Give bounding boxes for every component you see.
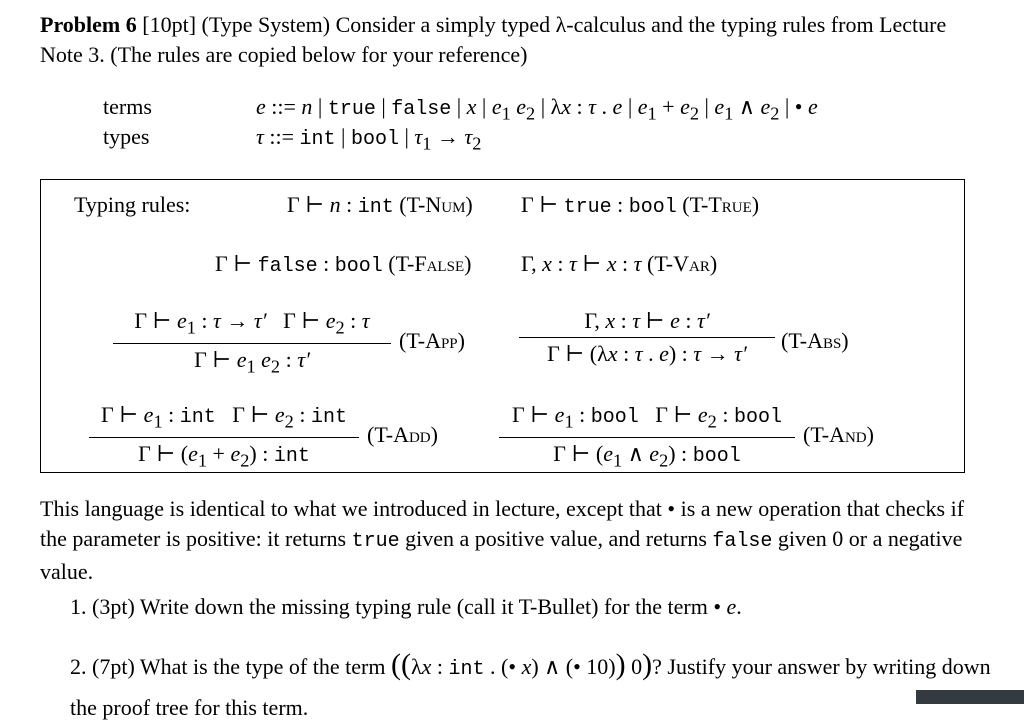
problem-label: Problem 6 (40, 12, 137, 37)
rule-t-and: Γ ⊢ $e_1$ : bool Γ ⊢ $e_2$ : bool Γ ⊢ ($e_1$ ∧ $e_2$) : bool (499, 402, 795, 474)
rule-t-app-label: (T-App) (399, 328, 465, 353)
rule-t-add: Γ ⊢ $e_1$ : int Γ ⊢ $e_2$ : int Γ ⊢ $(e_1 + e_2)$ : int (89, 402, 359, 474)
problem-intro: [10pt] (Type System) Consider a simply typed λ-calculus and the typing rules from Lecture Note 3. (The rules are copied below for your reference) (40, 12, 947, 67)
grammar-label-types: types (103, 124, 150, 149)
rule-t-and-label: (T-And) (803, 422, 874, 447)
grammar-types: τ ::= int | bool | $\tau_1 \to \tau_2$ (256, 124, 482, 154)
description-paragraph: This language is identical to what we introduced in lecture, except that • is a new operation that checks if the parameter is positive: it returns true given a positive value, and returns false given 0 or a negative value. (40, 496, 965, 584)
question-1: 1. (3pt) Write down the missing typing rule (call it T-Bullet) for the term • e. (70, 594, 742, 619)
rule-t-num: Γ ⊢ n : int (T-Num) (287, 192, 473, 219)
grammar-label-terms: terms (103, 94, 152, 119)
rule-t-true: Γ ⊢ true : bool (T-True) (521, 192, 760, 219)
typing-rules-title: Typing rules: (74, 192, 191, 217)
rule-t-abs-label: (T-Abs) (781, 328, 849, 353)
rule-t-app: Γ ⊢ $e_1$ : τ → τ′ Γ ⊢ $e_2$ : τ Γ ⊢ $e_1$ $e_2$ : τ′ (113, 308, 391, 380)
rule-t-add-label: (T-Add) (367, 422, 438, 447)
question-2: 2. (7pt) What is the type of the term ((λx : int . (• x) ∧ (• 10)) 0)? Justify your answer by writing down the proof tree for this term. (70, 648, 991, 720)
problem-heading (40, 10, 992, 70)
page-corner-tab (916, 690, 1024, 704)
rule-t-false: Γ ⊢ false : bool (T-False) (215, 251, 472, 278)
rule-t-abs: Γ, x : τ ⊢ e : τ′ Γ ⊢ (λx : τ . e) : τ → τ′ (519, 308, 775, 367)
rule-t-var: Γ, x : τ ⊢ x : τ (T-Var) (521, 251, 718, 276)
grammar-terms: e ::= n | true | false | x | $e_1$ $e_2$ | λx : τ . e | $e_1 + e_2$ | $e_1$ ∧ $e_2$ | • e (256, 94, 818, 124)
typing-rules-box (40, 179, 965, 473)
q2-term: ((λx : int . (• x) ∧ (• 10)) 0) (390, 648, 653, 681)
